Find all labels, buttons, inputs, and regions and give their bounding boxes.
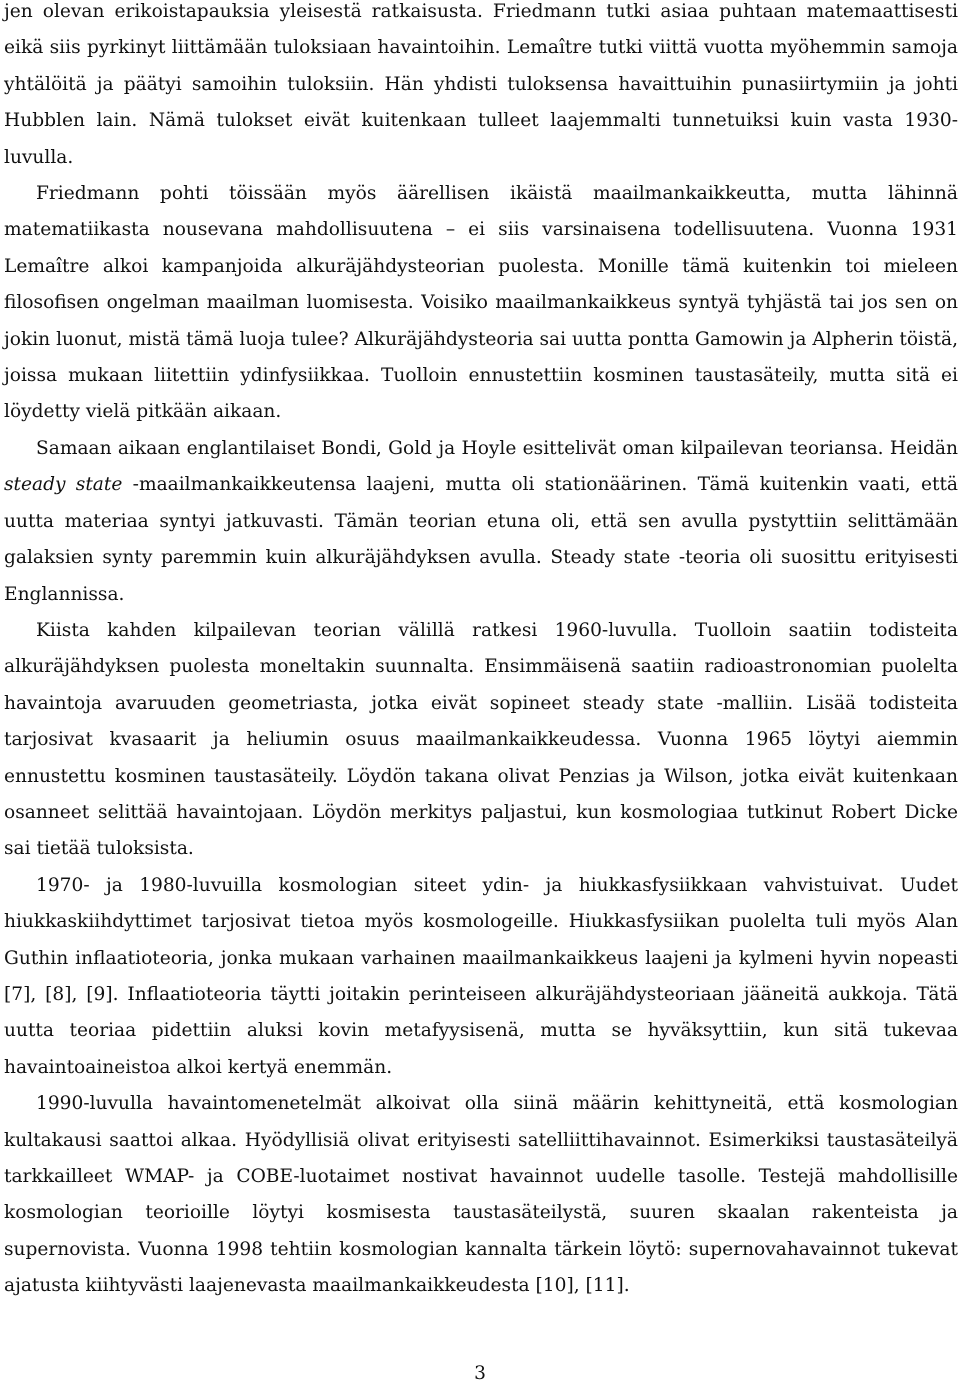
paragraph-1970s-1980s: 1970- ja 1980-luvuilla kosmologian siteet ydin- ja hiukkasfysiikkaan vahvistuivat. Uudet hiukkaskiihdyttimet tarjosivat tietoa myös kosmologeille. Hiukkasfysiikan puolelta tuli myös Alan Guthin inflaatioteoria, jonka mukaan varhainen maailmankaikkeus laajeni ja kylmeni hyvin nopeasti [7], [8], [9]. Inflaatioteoria täytti joitakin perinteiseen alkuräjähdysteoriaan jääneitä aukkoja. Tätä uutta teoriaa pidettiin aluksi kovin metafyysisenä, mutta se hyväksyttiin, kun sitä tukevaa havaintoaineistoa alkoi kertyä enemmän. [4, 874, 958, 1078]
page-number: 3 [474, 1363, 486, 1384]
steady-state-rest-text: -maailmankaikkeutensa laajeni, mutta oli stationäärinen. Tämä kuitenkin vaati, että uutta materiaa syntyi jatkuvasti. Tämän teorian etuna oli, että sen avulla pystyttiin selittämään galaksien synty paremmin kuin alkuräjähdyksen avulla. Steady state -teoria oli suosittu erityisesti Englannissa. [4, 474, 958, 605]
paragraph-steady-state [4, 431, 958, 613]
steady-state-emphasis: steady state [4, 474, 123, 496]
steady-state-intro-text: Samaan aikaan englantilaiset Bondi, Gold ja Hoyle esittelivät oman kilpailevan teoriansa. Heidän [36, 437, 958, 459]
paragraph-1990s-golden-age: 1990-luvulla havaintomenetelmät alkoivat olla siinä määrin kehittyneitä, että kosmologian kultakausi saattoi alkaa. Hyödyllisiä olivat erityisesti satelliittihavainnot. Esimerkiksi taustasäteilyä tarkkailleet WMAP- ja COBE-luotaimet nostivat havainnot uudelle tasolle. Testejä mahdollisille kosmologian teorioille löytyi kosmisesta taustasäteilystä, suuren skaalan rakenteista ja supernovista. Vuonna 1998 tehtiin kosmologian kannalta tärkein löytö: supernovahavainnot tukevat ajatusta kiihtyvästi laajenevasta maailmankaikkeudesta [10], [11]. [4, 1093, 958, 1297]
paragraph-finite-age-universe: Friedmann pohti töissään myös äärellisen ikäistä maailmankaikkeutta, mutta lähinnä matematiikasta nousevana mahdollisuutena – ei siis varsinaisena todellisuutena. Vuonna 1931 Lemaître alkoi kampanjoida alkuräjähdysteorian puolesta. Monille tämä kuitenkin toi mieleen filosofisen ongelman maailman luomisesta. Voisiko maailmankaikkeus syntyä tyhjästä tai jos sen on jokin luonut, mistä tämä luoja tulee? Alkuräjähdysteoria sai uutta pontta Gamowin ja Alpherin töistä, joissa mukaan liitettiin ydinfysiikkaa. Tuolloin ennustettiin kosminen taustasäteily, mutta sitä ei löydetty vielä pitkään aikaan. [4, 183, 958, 423]
paragraph-1960s-dispute: Kiista kahden kilpailevan teorian välillä ratkesi 1960-luvulla. Tuolloin saatiin todisteita alkuräjähdyksen puolesta moneltakin suunnalta. Ensimmäisenä saatiin radioastronomian puolelta havaintoja avaruuden geometriasta, jotka eivät sopineet steady state -malliin. Lisää todisteita tarjosivat kvasaarit ja heliumin osuus maailmankaikkeudessa. Vuonna 1965 löytyi aiemmin ennustettu kosminen taustasäteily. Löydön takana olivat Penzias ja Wilson, jotka eivät kuitenkaan osanneet selittää havaintojaan. Löydön merkitys paljastui, kun kosmologiaa tutkinut Robert Dicke sai tietää tuloksista. [4, 619, 958, 860]
document-page [4, 0, 958, 1305]
paragraph-friedmann-lemaitre: jen olevan erikoistapauksia yleisestä ratkaisusta. Friedmann tutki asiaa puhtaan matemaattisesti eikä siis pyrkinyt liittämään tuloksiaan havaintoihin. Lemaître tutki viittä vuotta myöhemmin samoja yhtälöitä ja päätyi samoihin tuloksiin. Hän yhdisti tuloksensa havaittuihin punasiirtymiin ja johti Hubblen lain. Nämä tulokset eivät kuitenkaan tulleet laajemmalti tunnetuiksi kuin vasta 1930-luvulla. [4, 1, 958, 168]
